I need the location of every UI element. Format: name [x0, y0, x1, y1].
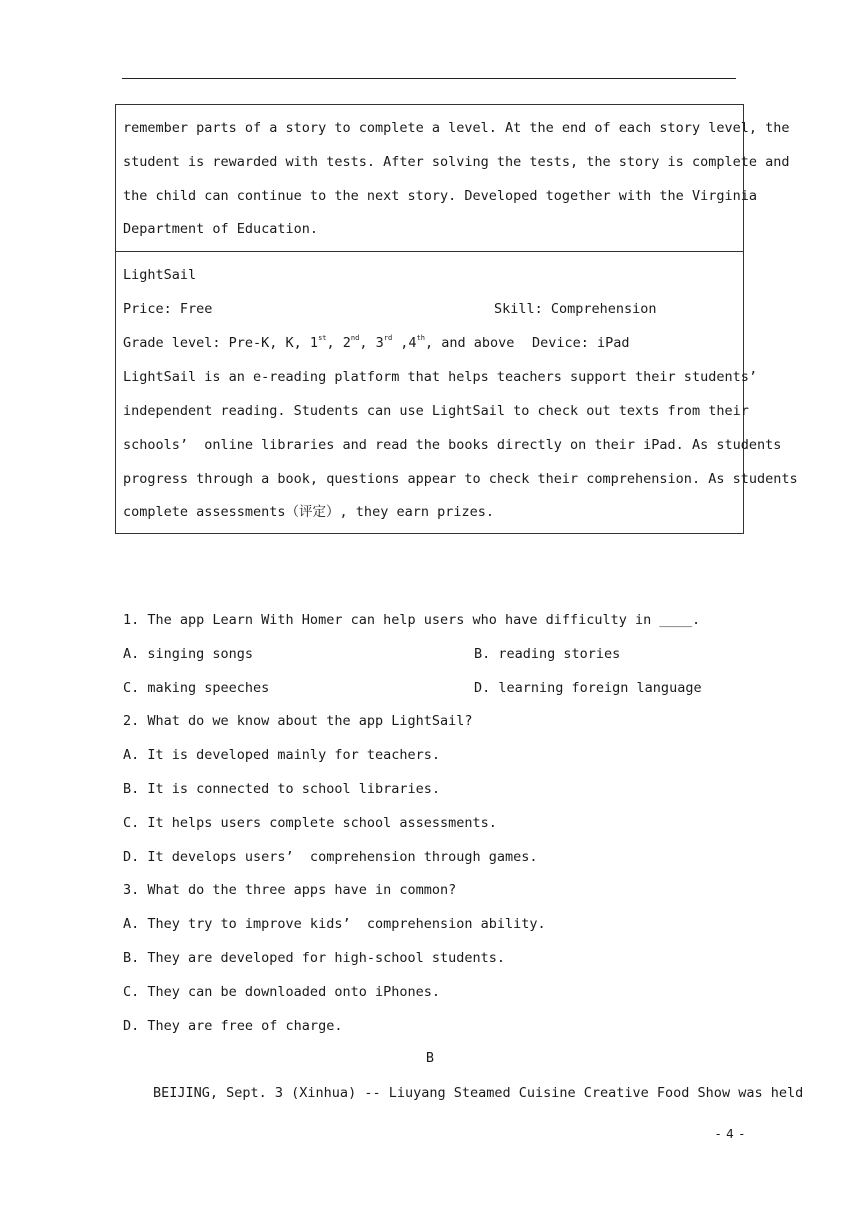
- section-heading: B: [425, 1050, 435, 1066]
- q2-option-a: A. It is developed mainly for teachers.: [123, 747, 440, 763]
- app-price: Price: Free: [123, 301, 213, 317]
- q1-option-d: D. learning foreign language: [474, 680, 702, 696]
- desc-line-3: schools’ online libraries and read the books directly on their iPad. As students: [123, 437, 782, 453]
- passage-b-first-line: BEIJING, Sept. 3 (Xinhua) -- Liuyang Steamed Cuisine Creative Food Show was held: [153, 1085, 804, 1101]
- grade-3: , 3: [359, 335, 384, 351]
- app-grade-level: [123, 333, 514, 353]
- q2-option-c: C. It helps users complete school assessments.: [123, 815, 497, 831]
- box1-line-4: Department of Education.: [123, 221, 319, 237]
- box1-line-1: remember parts of a story to complete a level. At the end of each story level, the: [123, 120, 790, 136]
- page-number: - 4 -: [716, 1127, 745, 1141]
- q3-option-b: B. They are developed for high-school students.: [123, 950, 506, 966]
- grade-sup-2: nd: [350, 334, 360, 342]
- app-device: Device: iPad: [532, 335, 630, 351]
- lightsail-entry-box: [115, 251, 798, 534]
- grade-suffix: , and above: [425, 335, 515, 351]
- grade-prefix: Grade level: Pre-K, K, 1: [123, 335, 319, 351]
- grade-2: , 2: [326, 335, 351, 351]
- app-name: LightSail: [123, 267, 197, 283]
- box1-line-3: the child can continue to the next story. Developed together with the Virginia: [123, 188, 757, 204]
- q3-option-a: A. They try to improve kids’ comprehension ability.: [123, 916, 546, 932]
- desc-line-2: independent reading. Students can use LightSail to check out texts from their: [123, 403, 749, 419]
- grade-sup-1: st: [318, 334, 327, 342]
- app-skill: Skill: Comprehension: [494, 301, 657, 317]
- grade-4: ,4: [392, 335, 417, 351]
- q2-option-b: B. It is connected to school libraries.: [123, 781, 440, 797]
- grade-sup-3: rd: [383, 334, 393, 342]
- question-3: 3. What do the three apps have in common?: [123, 882, 457, 898]
- q2-option-d: D. It develops users’ comprehension through games.: [123, 849, 538, 865]
- desc-line-5: complete assessments（评定）, they earn prizes.: [123, 504, 494, 520]
- q3-option-c: C. They can be downloaded onto iPhones.: [123, 984, 440, 1000]
- desc-line-1: LightSail is an e-reading platform that helps teachers support their students’: [123, 369, 757, 385]
- q1-option-b: B. reading stories: [474, 646, 621, 662]
- box1-line-2: student is rewarded with tests. After solving the tests, the story is complete and: [123, 154, 790, 170]
- desc-line-4: progress through a book, questions appear to check their comprehension. As students: [123, 471, 798, 487]
- question-2: 2. What do we know about the app LightSail?: [123, 713, 473, 729]
- q3-option-d: D. They are free of charge.: [123, 1018, 343, 1034]
- grade-sup-4: th: [416, 334, 425, 342]
- question-1: 1. The app Learn With Homer can help users who have difficulty in ____.: [123, 612, 701, 628]
- q1-option-a: A. singing songs: [123, 646, 254, 662]
- q1-option-c: C. making speeches: [123, 680, 270, 696]
- header-rule: [122, 78, 736, 79]
